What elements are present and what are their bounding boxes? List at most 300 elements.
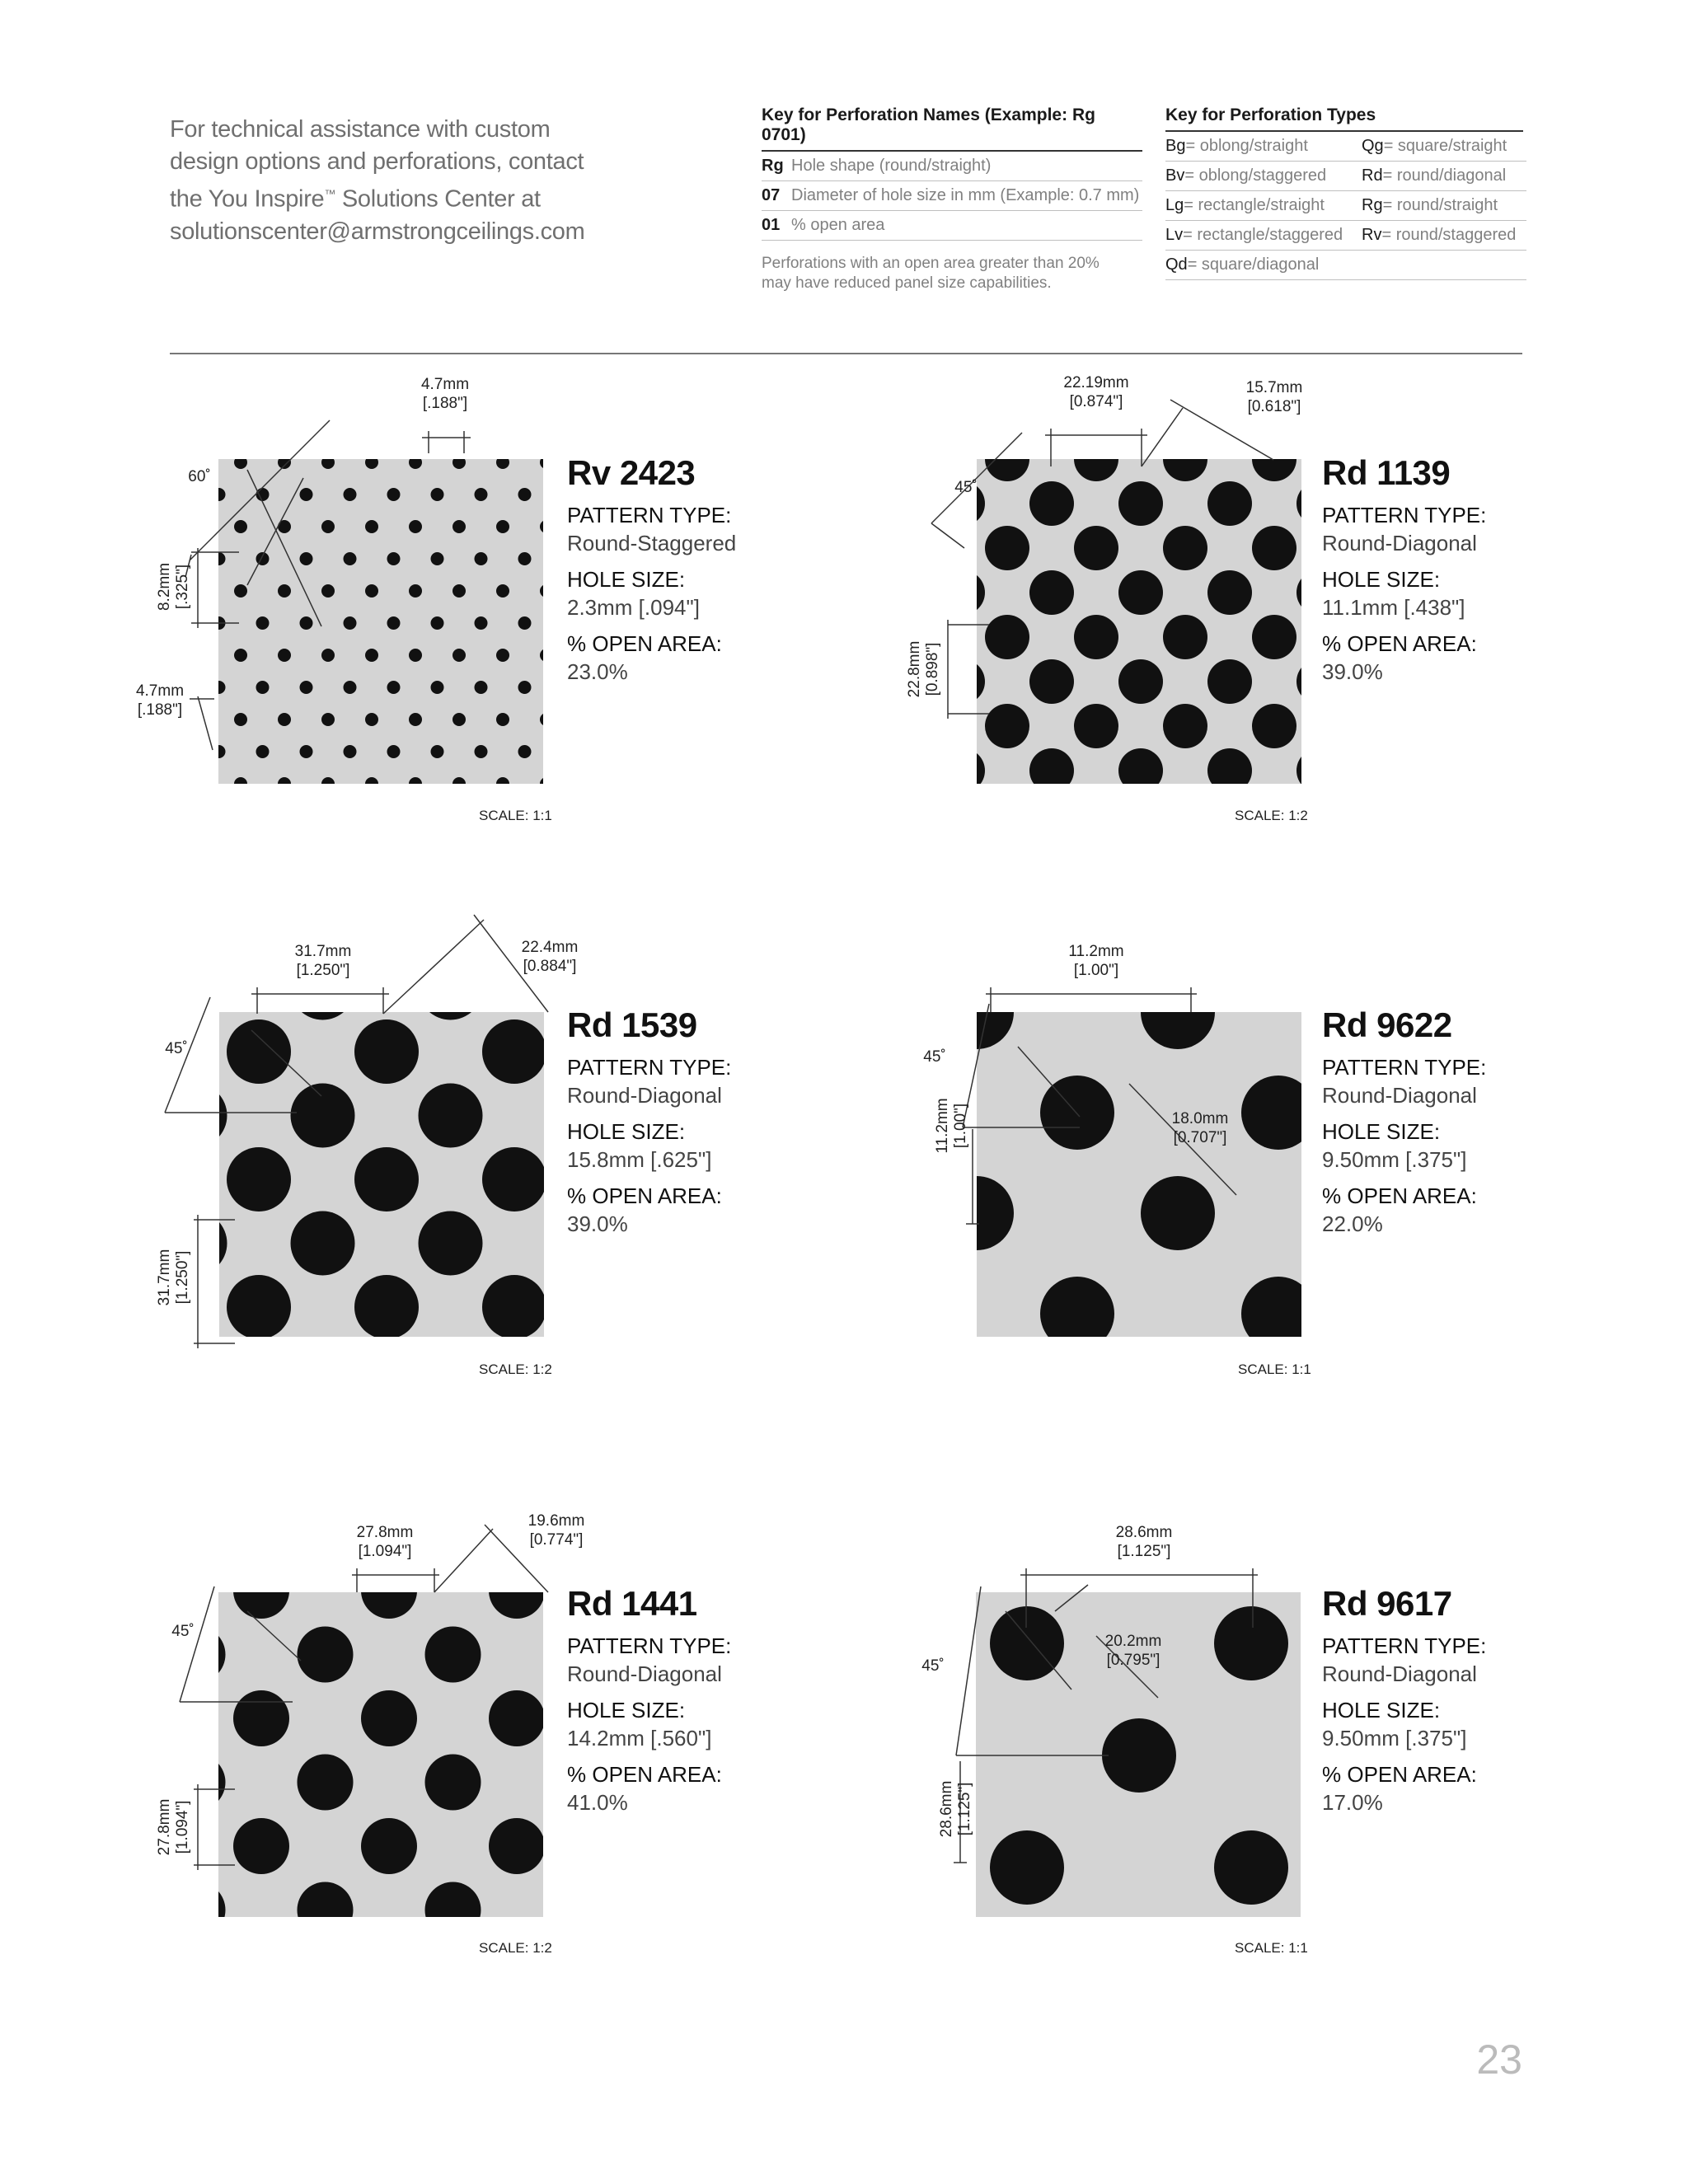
dim-diag-mm: 20.2mm bbox=[1104, 1633, 1162, 1650]
perforation-hole bbox=[610, 1275, 674, 1339]
perforation-hole bbox=[190, 713, 204, 726]
perforation-hole bbox=[99, 1403, 163, 1467]
perforation-hole bbox=[518, 552, 532, 565]
dim-bl-mm: 4.7mm bbox=[135, 682, 185, 700]
open-area-value: 41.0% bbox=[567, 1790, 628, 1815]
perforation-hole bbox=[839, 1277, 913, 1351]
names-key-note: Perforations with an open area greater than 20% may have reduced panel size capabilities. bbox=[762, 255, 1100, 292]
pattern-info-rd1139 bbox=[1322, 453, 1569, 694]
pattern-type-value: Round-Diagonal bbox=[1322, 1661, 1477, 1686]
perforation-hole bbox=[475, 681, 488, 694]
perforation-hole bbox=[1207, 481, 1252, 526]
perforation-hole bbox=[1342, 1377, 1416, 1451]
perforation-hole bbox=[1163, 437, 1207, 481]
types-key-cell: Qd = square/diagonal bbox=[1165, 251, 1362, 280]
perforation-hole bbox=[419, 1339, 483, 1404]
perforation-hole bbox=[278, 456, 291, 469]
perforation-hole bbox=[1029, 659, 1074, 704]
perforation-hole bbox=[361, 1563, 417, 1619]
pattern-type-label: PATTERN TYPE: bbox=[1322, 503, 1487, 527]
perforation-hole bbox=[233, 1563, 289, 1619]
perforation-hole bbox=[99, 892, 163, 956]
perforation-hole bbox=[1040, 1076, 1114, 1150]
perforation-hole bbox=[1029, 481, 1074, 526]
perforation-hole bbox=[681, 2010, 737, 2066]
perforation-hole bbox=[546, 1339, 611, 1404]
perforation-hole bbox=[300, 616, 313, 630]
perforation-hole bbox=[452, 713, 466, 726]
perforation-hole bbox=[610, 892, 674, 956]
perforation-hole bbox=[1074, 437, 1118, 481]
perforation-hole bbox=[1442, 1478, 1517, 1552]
perforation-hole bbox=[409, 456, 422, 469]
perforation-hole bbox=[365, 520, 378, 533]
perforation-hole bbox=[489, 1435, 545, 1491]
dim-top-mm: 27.8mm bbox=[356, 1524, 414, 1541]
perforation-hole bbox=[540, 713, 553, 726]
perforation-hole bbox=[878, 1943, 952, 2017]
perforation-hole bbox=[298, 1755, 354, 1811]
perforation-hole bbox=[431, 681, 444, 694]
perforation-hole bbox=[985, 615, 1029, 659]
perforation-hole bbox=[496, 649, 509, 662]
perforation-hole bbox=[234, 777, 247, 790]
perforation-hole bbox=[1326, 2167, 1400, 2184]
scale-label: SCALE: 1:2 bbox=[479, 1361, 552, 1377]
pattern-info-rd9622 bbox=[1322, 1005, 1569, 1246]
perforation-hole bbox=[1296, 392, 1341, 437]
perforation-hole bbox=[321, 520, 335, 533]
perforation-hole bbox=[233, 1818, 289, 1874]
dim-diag-in: [0.618"] bbox=[1247, 398, 1301, 415]
perforation-hole bbox=[278, 584, 291, 598]
perforation-hole bbox=[431, 488, 444, 501]
open-area-label: % OPEN AREA: bbox=[567, 1183, 722, 1208]
perforation-hole bbox=[227, 1147, 291, 1212]
perforation-hole bbox=[496, 456, 509, 469]
perforation-hole bbox=[940, 837, 985, 882]
perforation-hole bbox=[291, 1084, 355, 1148]
perforation-hole bbox=[298, 1882, 354, 1938]
perforation-hole bbox=[610, 1403, 674, 1467]
perforation-hole bbox=[170, 1499, 226, 1555]
pattern-swatch-rd1441 bbox=[115, 1496, 585, 1974]
open-area-label: % OPEN AREA: bbox=[1322, 1762, 1477, 1787]
perforation-hole bbox=[344, 552, 357, 565]
perforation-hole bbox=[387, 616, 401, 630]
dim-diag-in: [0.774"] bbox=[529, 1531, 584, 1549]
pattern-name: Rd 1139 bbox=[1322, 453, 1451, 492]
perforation-hole bbox=[278, 713, 291, 726]
types-key bbox=[1165, 105, 1523, 280]
perforation-hole bbox=[409, 713, 422, 726]
types-key-cell: Rg = round/straight bbox=[1362, 191, 1526, 221]
scale-label: SCALE: 1:2 bbox=[1235, 808, 1308, 823]
perforation-hole bbox=[674, 1339, 738, 1404]
perforation-hole bbox=[234, 456, 247, 469]
pattern-name: Rd 1539 bbox=[567, 1005, 697, 1044]
pattern-name: Rd 9617 bbox=[1322, 1584, 1452, 1623]
perforation-hole bbox=[419, 1084, 483, 1148]
perforation-hole bbox=[540, 649, 553, 662]
types-key-cell: Qg = square/straight bbox=[1362, 132, 1526, 162]
perforation-hole bbox=[213, 552, 226, 565]
perforation-hole bbox=[361, 1690, 417, 1746]
perforation-hole bbox=[1241, 1277, 1315, 1351]
dim-top-mm: 11.2mm bbox=[1068, 943, 1124, 960]
scale-label: SCALE: 1:1 bbox=[1238, 1361, 1311, 1377]
perforation-hole bbox=[738, 1377, 813, 1451]
perforation-hole bbox=[1438, 1382, 1512, 1456]
trademark-symbol: ™ bbox=[324, 187, 336, 200]
perforation-hole bbox=[1207, 748, 1252, 793]
dim-diag-mm: 22.4mm bbox=[521, 939, 579, 956]
perforation-hole bbox=[99, 1019, 163, 1084]
perforation-hole bbox=[387, 552, 401, 565]
perforation-hole bbox=[409, 777, 422, 790]
dim-side-in: [1.125"] bbox=[956, 1782, 973, 1836]
perforation-hole bbox=[1074, 793, 1118, 837]
perforation-hole bbox=[940, 392, 985, 437]
perforation-hole bbox=[489, 1563, 545, 1619]
perforation-hole bbox=[431, 552, 444, 565]
perforation-hole bbox=[1550, 1943, 1625, 2017]
perforation-hole bbox=[1252, 704, 1296, 748]
dim-side-in: [0.898"] bbox=[924, 642, 941, 696]
perforation-hole bbox=[361, 1818, 417, 1874]
perforation-hole bbox=[985, 793, 1029, 837]
perforation-hole bbox=[1207, 570, 1252, 615]
perforation-hole bbox=[1214, 1382, 1288, 1456]
perforation-hole bbox=[387, 488, 401, 501]
types-key-cell: Bg = oblong/straight bbox=[1165, 132, 1362, 162]
contact-line: the You Inspire™ Solutions Center at bbox=[170, 185, 541, 213]
perforation-hole bbox=[475, 616, 488, 630]
perforation-hole bbox=[106, 1946, 162, 2002]
perforation-hole bbox=[431, 616, 444, 630]
perforation-hole bbox=[1550, 1494, 1625, 1568]
open-area-value: 39.0% bbox=[567, 1212, 628, 1236]
perforation-hole bbox=[227, 1403, 291, 1467]
perforation-hole bbox=[1252, 615, 1296, 659]
perforation-hole bbox=[1040, 1277, 1114, 1351]
perforation-hole bbox=[354, 1275, 419, 1339]
perforation-hole bbox=[234, 649, 247, 662]
perforation-hole bbox=[540, 584, 553, 598]
perforation-hole bbox=[896, 437, 940, 481]
open-area-value: 17.0% bbox=[1322, 1790, 1383, 1815]
perforation-hole bbox=[233, 1690, 289, 1746]
perforation-hole bbox=[227, 1275, 291, 1339]
perforation-hole bbox=[1550, 2167, 1625, 2184]
perforation-hole bbox=[452, 456, 466, 469]
perforation-hole bbox=[234, 584, 247, 598]
perforation-hole bbox=[681, 1882, 737, 1938]
perforation-hole bbox=[300, 552, 313, 565]
perforation-hole bbox=[213, 745, 226, 758]
types-key-title: Key for Perforation Types bbox=[1165, 105, 1523, 132]
open-area-label: % OPEN AREA: bbox=[567, 1762, 722, 1787]
dim-angle: 45˚ bbox=[171, 1623, 195, 1640]
pattern-type-value: Round-Diagonal bbox=[567, 1083, 722, 1108]
hole-size-label: HOLE SIZE: bbox=[567, 1119, 686, 1144]
perforation-hole bbox=[540, 456, 553, 469]
perforation-hole bbox=[674, 1467, 738, 1531]
perforation-hole bbox=[1118, 481, 1163, 526]
perforation-hole bbox=[1141, 1176, 1215, 1250]
perforation-hole bbox=[354, 1019, 419, 1084]
perforation-hole bbox=[365, 713, 378, 726]
perforation-hole bbox=[233, 1435, 289, 1491]
perforation-hole bbox=[1141, 1377, 1215, 1451]
types-key-cell: Rd = round/diagonal bbox=[1362, 162, 1526, 191]
perforation-hole bbox=[878, 1494, 952, 1568]
perforation-hole bbox=[518, 745, 532, 758]
dim-top-in: [1.00"] bbox=[1073, 962, 1119, 979]
perforation-hole bbox=[452, 777, 466, 790]
perforation-hole bbox=[985, 437, 1029, 481]
perforation-hole bbox=[1214, 1830, 1288, 1905]
pattern-type-value: Round-Diagonal bbox=[567, 1661, 722, 1686]
dim-side-in: [1.250"] bbox=[174, 1250, 191, 1305]
perforation-hole bbox=[170, 2010, 226, 2066]
perforation-hole bbox=[896, 793, 940, 837]
perforation-hole bbox=[475, 745, 488, 758]
perforation-hole bbox=[190, 777, 204, 790]
perforation-hole bbox=[1438, 1830, 1512, 1905]
perforation-hole bbox=[990, 2055, 1064, 2129]
perforation-hole bbox=[496, 713, 509, 726]
perforation-hole bbox=[256, 488, 270, 501]
perforation-hole bbox=[256, 552, 270, 565]
perforation-hole bbox=[482, 1147, 546, 1212]
open-area-value: 23.0% bbox=[567, 659, 628, 684]
perforation-hole bbox=[1163, 704, 1207, 748]
contact-email[interactable]: solutionscenter@armstrongceilings.com bbox=[170, 218, 585, 245]
pattern-swatch-rd9617 bbox=[874, 1496, 1335, 1974]
perforation-hole bbox=[298, 2010, 354, 2066]
perforation-hole bbox=[256, 616, 270, 630]
perforation-hole bbox=[190, 584, 204, 598]
perforation-hole bbox=[1326, 1494, 1400, 1568]
perforation-hole bbox=[766, 1830, 840, 1905]
perforation-hole bbox=[1118, 570, 1163, 615]
pattern-name: Rd 9622 bbox=[1322, 1005, 1452, 1044]
perforation-hole bbox=[190, 520, 204, 533]
perforation-hole bbox=[1214, 1606, 1288, 1680]
scale-label: SCALE: 1:1 bbox=[479, 808, 552, 823]
types-key-cell: Rv = round/staggered bbox=[1362, 221, 1526, 251]
dim-side-mm: 27.8mm bbox=[156, 1798, 173, 1856]
perforation-hole bbox=[839, 874, 913, 949]
perforation-hole bbox=[681, 1499, 737, 1555]
perforation-hole bbox=[1029, 837, 1074, 882]
dim-diag-in: [0.884"] bbox=[523, 958, 577, 975]
perforation-hole bbox=[1207, 837, 1252, 882]
pattern-type-value: Round-Diagonal bbox=[1322, 1083, 1477, 1108]
perforation-hole bbox=[1163, 793, 1207, 837]
perforation-hole bbox=[278, 777, 291, 790]
pattern-swatch-rd9622 bbox=[874, 915, 1335, 1393]
contact-info bbox=[170, 114, 631, 248]
perforation-hole bbox=[425, 2010, 481, 2066]
page-number: 23 bbox=[1476, 2036, 1522, 2083]
names-key-row: 07 Diameter of hole size in mm (Example: 0.7 mm) bbox=[762, 181, 1142, 211]
perforation-hole bbox=[738, 774, 813, 848]
dim-top-mm: 22.19mm bbox=[1063, 374, 1129, 391]
types-key-cell bbox=[1362, 251, 1526, 280]
perforation-hole bbox=[321, 713, 335, 726]
perforation-hole bbox=[1102, 1943, 1176, 2017]
perforation-hole bbox=[1252, 526, 1296, 570]
perforation-hole bbox=[106, 1435, 162, 1491]
perforation-hole bbox=[425, 1882, 481, 1938]
hole-size-value: 11.1mm [.438"] bbox=[1322, 595, 1465, 620]
perforation-hole bbox=[452, 649, 466, 662]
perforation-hole bbox=[1118, 837, 1163, 882]
section-divider bbox=[170, 353, 1522, 354]
perforation-hole bbox=[298, 1499, 354, 1555]
perforation-hole bbox=[475, 488, 488, 501]
perforation-hole bbox=[1442, 874, 1517, 949]
dim-angle: 45˚ bbox=[923, 1048, 946, 1066]
perforation-hole bbox=[431, 745, 444, 758]
perforation-hole bbox=[1442, 1277, 1517, 1351]
dim-bl-in: [.188"] bbox=[137, 701, 183, 719]
names-key-title: Key for Perforation Names (Example: Rg 0701) bbox=[762, 105, 1142, 152]
pattern-info-rd1539 bbox=[567, 1005, 814, 1246]
perforation-hole bbox=[344, 681, 357, 694]
perforation-hole bbox=[1029, 570, 1074, 615]
dim-top-mm: 31.7mm bbox=[294, 943, 352, 960]
types-key-grid bbox=[1165, 132, 1523, 280]
hole-size-value: 9.50mm [.375"] bbox=[1322, 1147, 1467, 1172]
hole-size-value: 9.50mm [.375"] bbox=[1322, 1726, 1467, 1750]
perforation-hole bbox=[990, 1606, 1064, 1680]
open-area-value: 22.0% bbox=[1322, 1212, 1383, 1236]
perforation-hole bbox=[300, 745, 313, 758]
perforation-hole bbox=[518, 616, 532, 630]
perforation-hole bbox=[163, 1339, 227, 1404]
perforation-hole bbox=[482, 1019, 546, 1084]
dim-top-mm: 4.7mm bbox=[420, 376, 470, 393]
perforation-hole bbox=[1296, 748, 1341, 793]
dim-side-in: [1.094"] bbox=[174, 1800, 191, 1854]
perforation-hole bbox=[496, 520, 509, 533]
perforation-hole bbox=[321, 456, 335, 469]
names-key-row: Rg Hole shape (round/straight) bbox=[762, 152, 1142, 181]
perforation-hole bbox=[985, 526, 1029, 570]
pattern-type-label: PATTERN TYPE: bbox=[1322, 1633, 1487, 1658]
perforation-hole bbox=[163, 956, 227, 1020]
perforation-hole bbox=[617, 1818, 673, 1874]
perforation-hole bbox=[1163, 615, 1207, 659]
types-key-cell: Bv = oblong/staggered bbox=[1165, 162, 1362, 191]
hole-size-label: HOLE SIZE: bbox=[1322, 1698, 1441, 1722]
perforation-hole bbox=[985, 704, 1029, 748]
perforation-hole bbox=[482, 1275, 546, 1339]
perforation-hole bbox=[553, 1882, 609, 1938]
perforation-hole bbox=[540, 777, 553, 790]
dim-diag-mm: 19.6mm bbox=[528, 1512, 585, 1530]
pattern-info-rd1441 bbox=[567, 1584, 814, 1825]
perforation-hole bbox=[766, 1382, 840, 1456]
perforation-hole bbox=[1241, 1076, 1315, 1150]
dim-side-mm: 31.7mm bbox=[156, 1249, 173, 1306]
perforation-hole bbox=[361, 1435, 417, 1491]
pattern-info-rv2423 bbox=[567, 453, 814, 694]
perforation-hole bbox=[344, 616, 357, 630]
perforation-hole bbox=[990, 1382, 1064, 1456]
pattern-info-rd9617 bbox=[1322, 1584, 1569, 1825]
perforation-hole bbox=[617, 1435, 673, 1491]
perforation-hole bbox=[1207, 659, 1252, 704]
dim-top-mm: 28.6mm bbox=[1115, 1524, 1173, 1541]
perforation-hole bbox=[344, 488, 357, 501]
perforation-hole bbox=[1326, 1943, 1400, 2017]
perforation-hole bbox=[365, 584, 378, 598]
dim-side-mm: 11.2mm bbox=[934, 1098, 951, 1154]
perforation-hole bbox=[1341, 348, 1386, 392]
pattern-swatch-rd1539 bbox=[115, 915, 577, 1393]
perforation-hole bbox=[365, 649, 378, 662]
perforation-hole bbox=[354, 1147, 419, 1212]
hole-size-label: HOLE SIZE: bbox=[567, 1698, 686, 1722]
perforation-hole bbox=[482, 1403, 546, 1467]
open-area-label: % OPEN AREA: bbox=[1322, 631, 1477, 656]
perforation-hole bbox=[409, 584, 422, 598]
perforation-hole bbox=[1296, 837, 1341, 882]
perforation-hole bbox=[354, 892, 419, 956]
perforation-hole bbox=[489, 1818, 545, 1874]
hole-size-label: HOLE SIZE: bbox=[567, 567, 686, 592]
perforation-hole bbox=[940, 570, 985, 615]
perforation-hole bbox=[425, 1499, 481, 1555]
perforation-hole bbox=[300, 488, 313, 501]
perforation-hole bbox=[233, 1946, 289, 2002]
perforation-hole bbox=[985, 348, 1029, 392]
open-area-label: % OPEN AREA: bbox=[1322, 1183, 1477, 1208]
pattern-name: Rv 2423 bbox=[567, 453, 696, 492]
perforation-hole bbox=[452, 520, 466, 533]
dim-diag-in: [0.795"] bbox=[1106, 1652, 1160, 1669]
hole-size-label: HOLE SIZE: bbox=[1322, 567, 1441, 592]
perforation-hole bbox=[617, 1946, 673, 2002]
dim-angle: 45˚ bbox=[954, 479, 978, 496]
perforation-hole bbox=[387, 745, 401, 758]
perforation-hole bbox=[1386, 748, 1430, 793]
perforation-hole bbox=[213, 488, 226, 501]
pattern-type-value: Round-Diagonal bbox=[1322, 531, 1477, 555]
perforation-hole bbox=[1163, 348, 1207, 392]
dim-top-in: [1.094"] bbox=[358, 1543, 412, 1560]
perforation-hole bbox=[1102, 2167, 1176, 2184]
perforation-hole bbox=[1118, 748, 1163, 793]
dim-side-in: [1.00"] bbox=[952, 1103, 969, 1149]
perforation-hole bbox=[365, 777, 378, 790]
perforation-hole bbox=[1141, 975, 1215, 1049]
pattern-swatch-rv2423 bbox=[115, 363, 577, 841]
dim-angle: 45˚ bbox=[921, 1657, 945, 1675]
perforation-hole bbox=[496, 584, 509, 598]
dim-side-mm: 22.8mm bbox=[906, 640, 923, 698]
dim-top-in: [1.125"] bbox=[1117, 1543, 1171, 1560]
contact-line: design options and perforations, contact bbox=[170, 148, 584, 175]
perforation-hole bbox=[839, 1076, 913, 1150]
perforation-hole bbox=[234, 520, 247, 533]
perforation-hole bbox=[234, 713, 247, 726]
perforation-hole bbox=[489, 1690, 545, 1746]
